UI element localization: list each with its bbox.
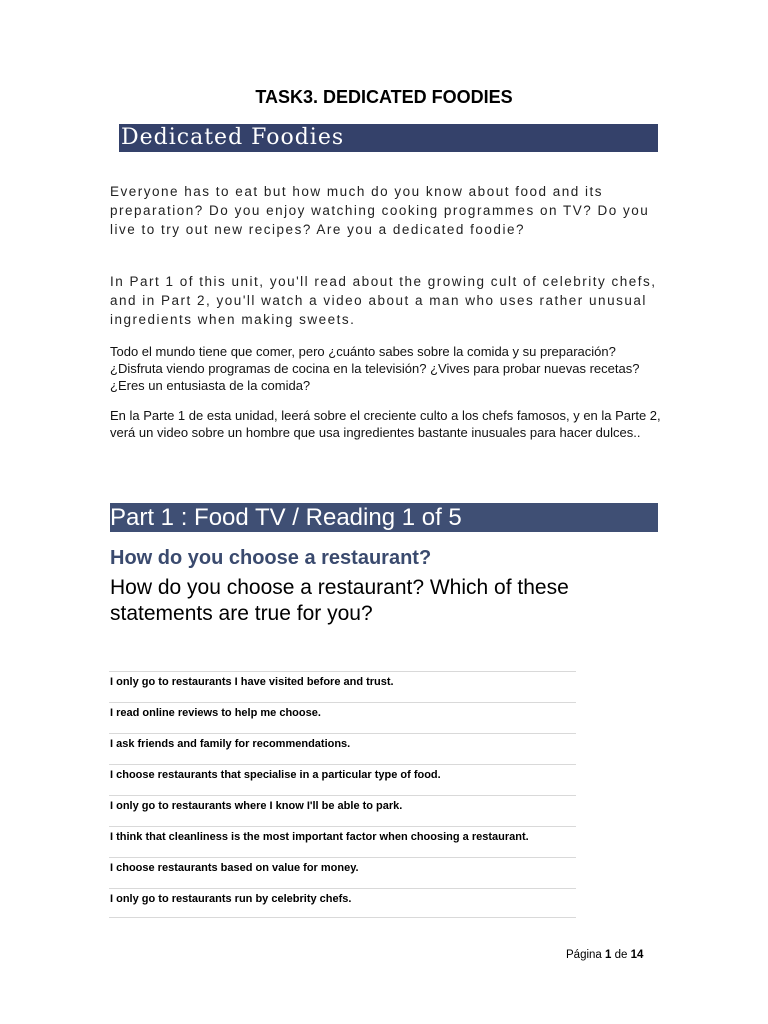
page-of: de: [614, 949, 628, 961]
page-total: 14: [630, 949, 644, 961]
subheading: How do you choose a restaurant?: [110, 547, 432, 569]
question-text: How do you choose a restaurant? Which of these statements are true for you?: [110, 576, 569, 625]
task-title: TASK3. DEDICATED FOODIES: [255, 87, 513, 107]
intro-paragraph-es-1: Todo el mundo tiene que comer, pero ¿cuánto sabes sobre la comida y su preparación? ¿Disfruta viendo programas de cocina en la televisión? ¿Vives para probar nuevas recetas? ¿Eres un entusiasta de la comida?: [110, 344, 640, 393]
section-banner: Dedicated Foodies: [119, 124, 658, 152]
page-number: [566, 948, 643, 962]
table-row: I only go to restaurants run by celebrity chefs.: [109, 889, 576, 918]
table-row: I think that cleanliness is the most important factor when choosing a restaurant.: [109, 827, 576, 858]
table-row: I only go to restaurants where I know I'll be able to park.: [109, 796, 576, 827]
table-row: I choose restaurants based on value for money.: [109, 858, 576, 889]
table-row: I read online reviews to help me choose.: [109, 703, 576, 734]
page-word: Página: [566, 949, 602, 961]
part-banner: Part 1 : Food TV / Reading 1 of 5: [110, 503, 658, 532]
table-row: I only go to restaurants I have visited before and trust.: [109, 672, 576, 703]
table-row: I ask friends and family for recommendations.: [109, 734, 576, 765]
intro-paragraph-en-1: Everyone has to eat but how much do you know about food and its preparation? Do you enjoy watching cooking programmes on TV? Do you live to try out new recipes? Are you a dedicated foodie?: [110, 184, 650, 237]
page-current: 1: [605, 949, 612, 961]
statements-table: [109, 671, 576, 918]
intro-paragraph-es-2: En la Parte 1 de esta unidad, leerá sobre el creciente culto a los chefs famosos, y en la Parte 2, verá un video sobre un hombre que usa ingredientes bastante inusuales para hacer dulces..: [110, 408, 661, 440]
table-row: I choose restaurants that specialise in a particular type of food.: [109, 765, 576, 796]
intro-paragraph-en-2: In Part 1 of this unit, you'll read about the growing cult of celebrity chefs, and in Part 2, you'll watch a video about a man who uses rather unusual ingredients when making sweets.: [110, 274, 657, 327]
